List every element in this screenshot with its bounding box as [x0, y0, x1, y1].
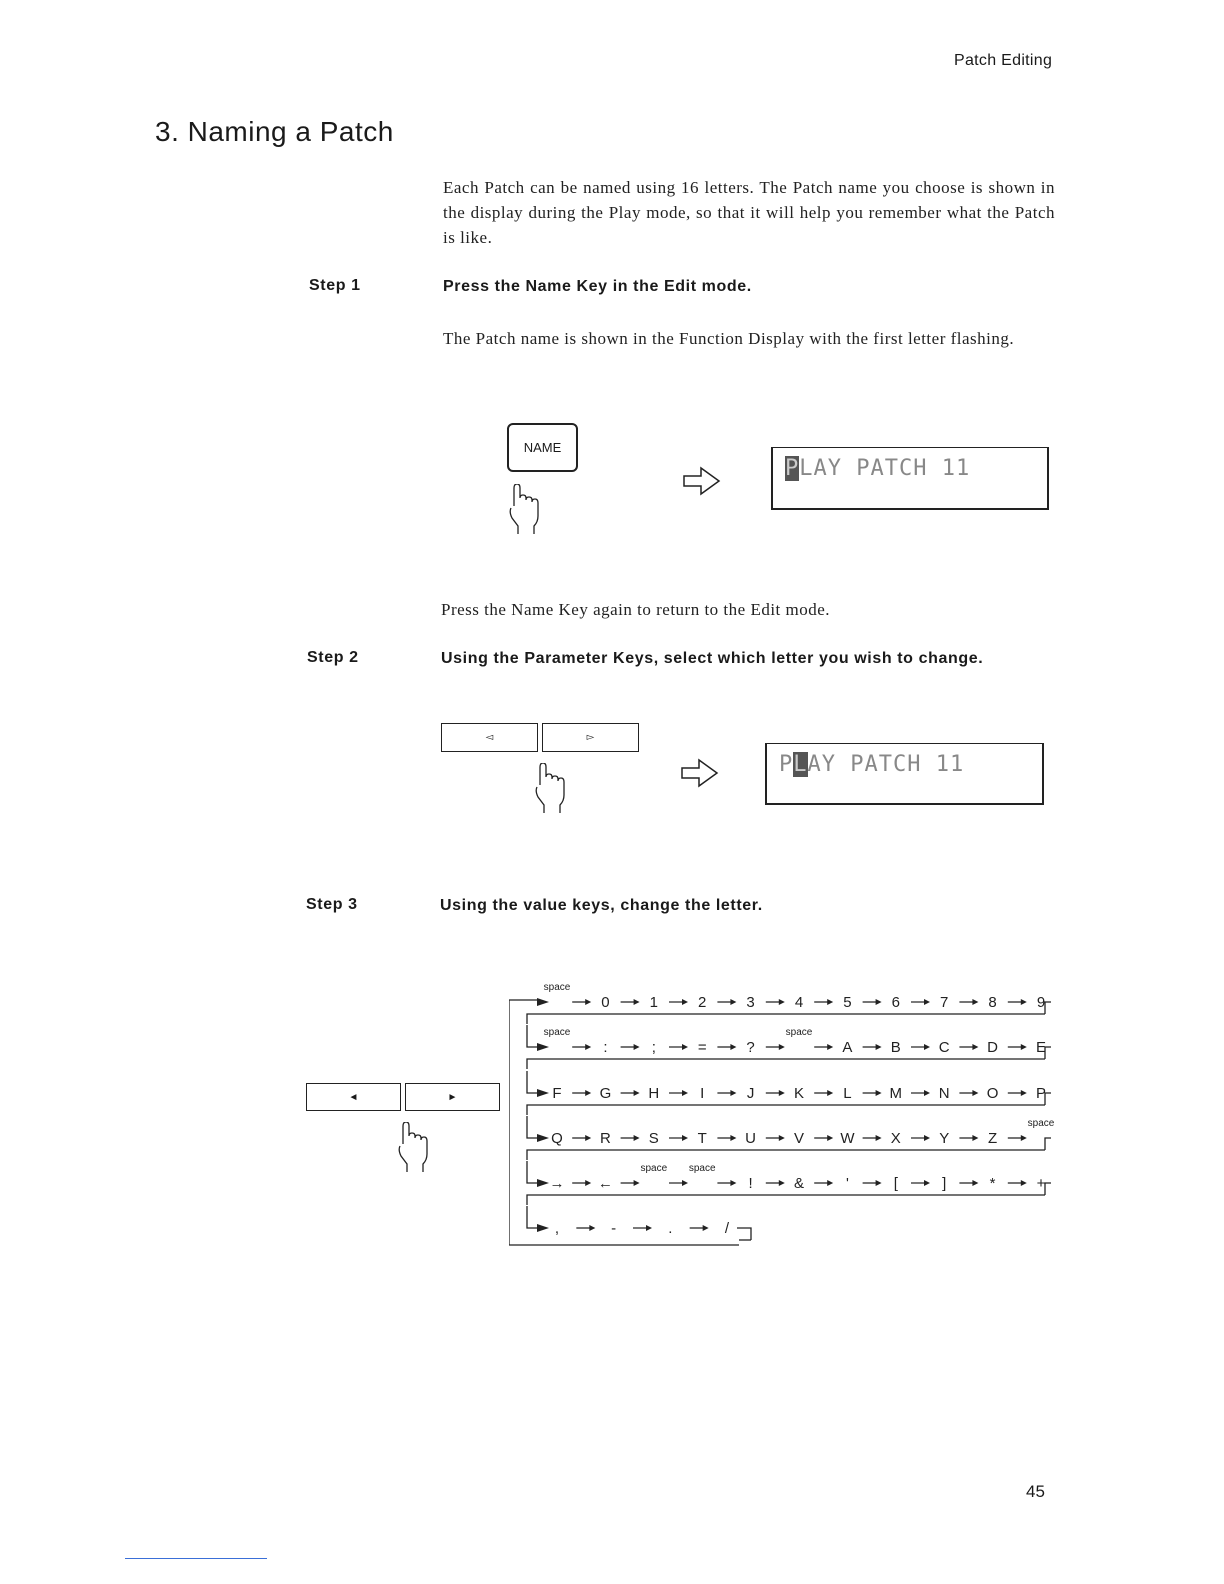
sequence-char: + — [1036, 1175, 1046, 1192]
sequence-char: [ — [893, 1175, 898, 1192]
sequence-arrowhead — [972, 1135, 978, 1141]
row-entry-arrowhead — [537, 1224, 549, 1232]
function-display-2 — [765, 743, 1044, 805]
sequence-char: → — [549, 1175, 565, 1192]
row-exit-line — [737, 1228, 751, 1240]
sequence-arrowhead — [646, 1225, 652, 1231]
sequence-char: D — [987, 1039, 999, 1056]
sequence-char: 7 — [940, 994, 949, 1011]
left-arrow-icon: ◅ — [485, 732, 494, 743]
sequence-char: K — [793, 1085, 805, 1102]
sequence-char: 1 — [649, 994, 658, 1011]
sequence-char: ! — [748, 1175, 753, 1192]
sequence-char: M — [889, 1085, 903, 1102]
sequence-char: Y — [939, 1130, 950, 1147]
value-increment-key[interactable] — [405, 1083, 500, 1111]
sequence-arrowhead — [634, 1044, 640, 1050]
sequence-char: 4 — [794, 994, 804, 1011]
space-label: space — [1027, 1118, 1054, 1129]
sequence-char: = — [697, 1039, 707, 1056]
sequence-char: ] — [942, 1175, 947, 1192]
sequence-char: F — [552, 1085, 562, 1102]
parameter-right-key[interactable] — [542, 723, 639, 752]
hollow-arrow-icon — [681, 758, 719, 788]
sequence-char: R — [599, 1130, 611, 1147]
sequence-arrowhead — [779, 999, 785, 1005]
sequence-arrowhead — [634, 999, 640, 1005]
pointing-hand-icon — [534, 763, 568, 815]
page-number: 45 — [1026, 1482, 1045, 1501]
row-return-line — [527, 1150, 1045, 1160]
sequence-arrowhead — [827, 1180, 833, 1186]
sequence-arrowhead — [585, 1180, 591, 1186]
step-3-label: Step 3 — [306, 896, 358, 913]
sequence-char: : — [603, 1039, 608, 1056]
sequence-arrowhead — [682, 1044, 688, 1050]
sequence-arrowhead — [1021, 1180, 1027, 1186]
sequence-arrowhead — [876, 1135, 882, 1141]
right-arrow-icon: ▻ — [586, 732, 595, 743]
sequence-char: C — [938, 1039, 950, 1056]
sequence-arrowhead — [682, 1180, 688, 1186]
sequence-char: / — [724, 1220, 730, 1237]
sequence-char: W — [840, 1130, 855, 1147]
sequence-char: V — [793, 1130, 805, 1147]
sequence-char: Z — [988, 1130, 998, 1147]
sequence-char: A — [842, 1039, 853, 1056]
sequence-char: S — [648, 1130, 659, 1147]
sequence-arrowhead — [876, 999, 882, 1005]
row-entry-arrowhead — [537, 1179, 549, 1187]
sequence-char: ; — [651, 1039, 656, 1056]
sequence-arrowhead — [972, 999, 978, 1005]
sequence-char: 3 — [746, 994, 755, 1011]
footer-rule — [125, 1558, 267, 1559]
space-label: space — [543, 1027, 571, 1038]
sequence-arrowhead — [585, 1135, 591, 1141]
sequence-arrowhead — [876, 1090, 882, 1096]
sequence-char: B — [890, 1039, 901, 1056]
sequence-char: ← — [597, 1175, 613, 1192]
sequence-arrowhead — [779, 1090, 785, 1096]
sequence-char: E — [1035, 1039, 1047, 1056]
right-triangle-icon: ► — [447, 1091, 458, 1103]
sequence-arrowhead — [924, 999, 930, 1005]
sequence-arrowhead — [585, 1090, 591, 1096]
sequence-arrowhead — [972, 1180, 978, 1186]
sequence-arrowhead — [972, 1090, 978, 1096]
sequence-arrowhead — [589, 1225, 595, 1231]
sequence-char: * — [989, 1175, 996, 1192]
sequence-arrowhead — [827, 1135, 833, 1141]
sequence-arrowhead — [585, 1044, 591, 1050]
parameter-left-key[interactable] — [441, 723, 538, 752]
row-return-line — [527, 1014, 1045, 1024]
sequence-arrowhead — [779, 1135, 785, 1141]
sequence-arrowhead — [1021, 1135, 1027, 1141]
sequence-arrowhead — [585, 999, 591, 1005]
sequence-char: Q — [551, 1130, 563, 1147]
sequence-char: N — [938, 1085, 950, 1102]
value-decrement-key[interactable] — [306, 1083, 401, 1111]
intro-paragraph: Each Patch can be named using 16 letters. The Patch name you choose is shown in the display during the Play mode, so that it will help you remember what the Patch is like. — [443, 178, 1055, 247]
sequence-arrowhead — [1021, 1090, 1027, 1096]
sequence-arrowhead — [876, 1180, 882, 1186]
sequence-char: ' — [845, 1175, 849, 1192]
hollow-arrow-icon — [683, 466, 721, 496]
space-label: space — [543, 982, 571, 993]
sequence-char: , — [554, 1220, 560, 1237]
sequence-arrowhead — [827, 1044, 833, 1050]
sequence-arrowhead — [924, 1180, 930, 1186]
sequence-char: 2 — [698, 994, 707, 1011]
section-title: 3. Naming a Patch — [155, 116, 394, 147]
flashing-letter: L — [793, 752, 808, 777]
name-key-button[interactable] — [507, 423, 578, 472]
sequence-char: P — [1035, 1085, 1047, 1102]
sequence-arrowhead — [779, 1044, 785, 1050]
sequence-char: . — [668, 1220, 673, 1237]
row-exit-line — [1045, 1183, 1051, 1195]
sequence-char: 6 — [891, 994, 900, 1011]
sequence-arrowhead — [703, 1225, 709, 1231]
row-entry-arrowhead — [537, 1043, 549, 1051]
name-key-label: NAME — [523, 440, 562, 455]
sequence-arrowhead — [682, 1135, 688, 1141]
sequence-char: 9 — [1036, 994, 1046, 1011]
display-text: AY PATCH 11 — [807, 752, 965, 777]
sequence-char: 8 — [988, 994, 997, 1011]
return-instruction: Press the Name Key again to return to the Edit mode. — [441, 600, 831, 619]
row-return-line — [527, 1059, 1045, 1069]
sequence-char: T — [697, 1130, 707, 1147]
sequence-char: & — [793, 1175, 805, 1192]
row-return-line — [527, 1105, 1045, 1115]
sequence-arrowhead — [730, 999, 736, 1005]
sequence-arrowhead — [634, 1135, 640, 1141]
sequence-arrowhead — [730, 1135, 736, 1141]
space-label: space — [640, 1163, 668, 1174]
sequence-char: J — [746, 1085, 755, 1102]
sequence-arrowhead — [730, 1090, 736, 1096]
function-display-1 — [771, 447, 1049, 510]
sequence-char: G — [599, 1085, 612, 1102]
sequence-arrowhead — [682, 999, 688, 1005]
flashing-letter: P — [785, 456, 800, 481]
sequence-char: U — [745, 1130, 757, 1147]
display-text: LAY PATCH 11 — [799, 456, 971, 481]
display-text-before: P — [779, 752, 794, 777]
step-1-label: Step 1 — [309, 277, 361, 294]
sequence-arrowhead — [827, 999, 833, 1005]
sequence-arrowhead — [1021, 1044, 1027, 1050]
sequence-arrowhead — [924, 1135, 930, 1141]
row-exit-line — [1045, 1002, 1051, 1014]
sequence-arrowhead — [924, 1044, 930, 1050]
row-entry-arrowhead — [537, 998, 549, 1006]
sequence-char: ? — [746, 1039, 755, 1056]
sequence-char: X — [890, 1130, 901, 1147]
sequence-arrowhead — [682, 1090, 688, 1096]
sequence-char: H — [648, 1085, 660, 1102]
sequence-char: I — [700, 1085, 705, 1102]
sequence-char: - — [611, 1220, 617, 1237]
step-3-instruction: Using the value keys, change the letter. — [440, 897, 763, 914]
step-2-instruction: Using the Parameter Keys, select which letter you wish to change. — [441, 650, 984, 667]
sequence-arrowhead — [924, 1090, 930, 1096]
running-header: Patch Editing — [954, 52, 1053, 69]
sequence-arrowhead — [634, 1180, 640, 1186]
step-2-label: Step 2 — [307, 649, 359, 666]
sequence-arrowhead — [827, 1090, 833, 1096]
sequence-char: 5 — [843, 994, 852, 1011]
sequence-arrowhead — [779, 1180, 785, 1186]
sequence-char: 0 — [601, 994, 610, 1011]
pointing-hand-icon — [508, 484, 542, 536]
sequence-arrowhead — [634, 1090, 640, 1096]
space-label: space — [688, 1163, 716, 1174]
sequence-arrowhead — [730, 1044, 736, 1050]
sequence-char: L — [843, 1085, 852, 1102]
pointing-hand-icon — [397, 1122, 431, 1174]
space-label: space — [785, 1027, 813, 1038]
sequence-char: O — [986, 1085, 999, 1102]
row-return-line — [527, 1195, 1045, 1205]
character-sequence-diagram — [509, 980, 1054, 1250]
left-triangle-icon: ◄ — [348, 1091, 359, 1103]
row-exit-line — [1045, 1138, 1051, 1150]
sequence-arrowhead — [972, 1044, 978, 1050]
sequence-arrowhead — [730, 1180, 736, 1186]
step-1-instruction: Press the Name Key in the Edit mode. — [443, 278, 752, 295]
sequence-arrowhead — [876, 1044, 882, 1050]
sequence-arrowhead — [1021, 999, 1027, 1005]
row-entry-arrowhead — [537, 1134, 549, 1142]
row-entry-arrowhead — [537, 1089, 549, 1097]
step-1-description: The Patch name is shown in the Function Display with the first letter flashing. — [443, 329, 1015, 348]
